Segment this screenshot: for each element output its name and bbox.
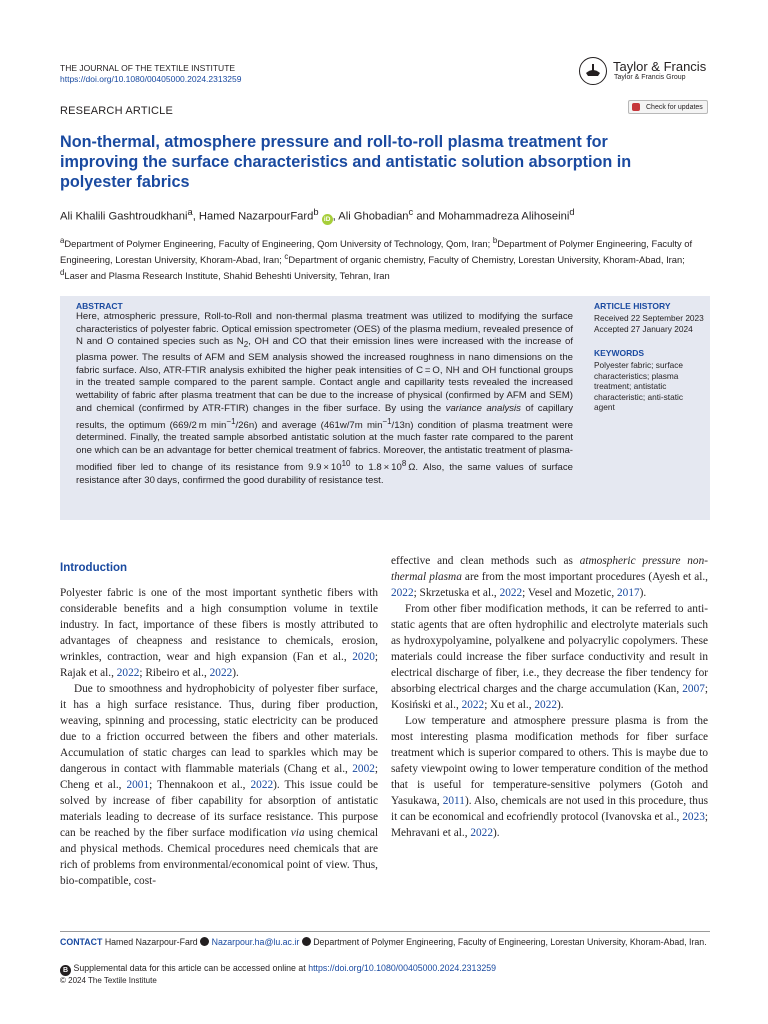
paragraph: effective and clean methods such as atmospheric pressure non-thermal plasma are from the most important procedures (Ayesh et al., 2022; Skrzetuska et al., 2022; Vesel and Mozetic, 2017). [391, 555, 709, 599]
author-name: Mohammadreza Alihoseini [438, 210, 570, 223]
affiliation-text: Department of Polymer Engineering, Faculty of Engineering, Lorestan University, Khoram-Abad, Iran; [60, 238, 693, 266]
citation-link[interactable]: 2017 [617, 587, 640, 599]
supplemental-line [60, 962, 710, 976]
paragraph: Due to smoothness and hydrophobicity of polyester fiber surface, it has a high surface resistance. Thus, during fiber production, weaving, spinning and processing, static electricity can be produced due to a friction occurred between the fibers and other materials. Accumulation of static charges can lead to sparkles which may be dangerous in contact with flammable materials (Chang et al., 2002; Cheng et al., 2001; Thennakoon et al., 2022). This issue could be solved by increase of fiber capability for absorption of antistatic materials leading to decrease of its surface resistance. This purpose can be reached by the fiber surface modification via using chemical and physical methods. Chemical procedures need chemicals that are rich of problems from environmental/economical point of view. Thus, bio-compatible, cost- [60, 683, 379, 887]
affiliation-mark: b [492, 236, 498, 245]
author-list: Ali Khalili Gashtroudkhani$^a$, Hamed NazarpourFard$^b$ iD , Ali Ghobadian$^c$ and Mohammadreza Alihoseini$^d$ [60, 207, 575, 223]
contact-line [60, 936, 710, 948]
supplemental-icon: B [60, 965, 71, 976]
left-column [60, 585, 378, 889]
paragraph: Low temperature and atmosphere pressure plasma is from the most interesting plasma modification methods for fiber surface treatment which is superior compared to others. This is maybe due to safety viewpoint owing to lower temperature condition of the method that is useful for temperature-sensitive polymers (Gotoh and Yasukawa, 2011). Also, chemicals are not used in this procedure, thus it can be economical and ecofriendly protocol (Ivanovska et al., 2023; Mehravani et al., 2022). [391, 715, 708, 839]
citation-link[interactable]: 2022 [534, 699, 557, 711]
publisher-name: Taylor & Francis [613, 59, 707, 74]
citation-link[interactable]: 2002 [352, 763, 375, 775]
check-updates-button[interactable] [628, 100, 708, 114]
footer-divider [60, 931, 710, 932]
affiliations [60, 234, 712, 282]
citation-link[interactable]: 2011 [442, 795, 465, 807]
article-title: Non-thermal, atmosphere pressure and roll-to-roll plasma treatment for improving the surface characteristics and antistatic solution absorption in polyester fabrics [60, 133, 632, 191]
paragraph: From other fiber modification methods, it can be referred to anti-static agents that are often hydrophilic and electrolyte materials such as hydroxypolyamine, polyalkene and polyacrylic copolymers. These materials could increase the fiber surface conductivity and result in electrical discharge of fiber, i.e., they decrease the fiber tendency for absorbing electrical charges and the charge accumulation (Kan, 2007; Kosiński et al., 2022; Xu et al., 2022). [391, 603, 708, 711]
citation-link[interactable]: 2023 [682, 811, 705, 823]
citation-link[interactable]: 2022 [391, 587, 414, 599]
author-affiliation-mark: d [569, 207, 575, 217]
affiliation-text: Laser and Plasma Research Institute, Shahid Beheshti University, Tehran, Iran [64, 270, 390, 282]
author-name: Ali Ghobadian [338, 210, 409, 223]
journal-header [60, 63, 242, 85]
citation-link[interactable]: 2022 [250, 779, 274, 791]
address-icon [302, 937, 311, 946]
affiliation-mark: a [60, 236, 65, 245]
contact-label: CONTACT [60, 937, 103, 947]
introduction-heading: Introduction [60, 562, 128, 574]
author-affiliation-mark: c [408, 207, 414, 217]
abstract-heading: ABSTRACT [76, 301, 123, 311]
citation-link[interactable]: 2022 [209, 667, 233, 679]
copyright: © 2024 The Textile Institute [60, 976, 157, 985]
citation-link[interactable]: 2007 [682, 683, 705, 695]
check-updates-label: Check for updates [646, 104, 703, 111]
author-affiliation-mark: b [313, 207, 319, 217]
affiliation-text: Department of organic chemistry, Faculty of Chemistry, Lorestan University, Khoram-Abad, Iran; [288, 254, 685, 266]
contact-name: Hamed Nazarpour-Fard [104, 937, 198, 947]
abstract-text: Here, atmospheric pressure, Roll-to-Roll and non-thermal plasma treatment was utilized to modifying the surface characteristics of polyester fabric. Optical emission spectrometer (OES) of the plasma medium, revealed presence of N and O contained species such as $N_2$, OH and CO that their emission lines were increased with the increase of plasma power. The results of AFM and SEM analysis showed the increased roughness in nano dimensions on the fabric surface. Also, ATR-FTIR analysis exhibited the higher peak intensities of C = O, NH and OH functional groups in the treated sample compared to the parent sample. Contact angle and capillarity tests revealed the increased wettability of fabric after plasma treatment that can be due to the increase of physical (confirmed by AFM and SEM) and chemical (confirmed by ATR-FTIR) changes in the fiber surface. By using the variance analysis of capillary results, the optimum (669/2 m $\min^{-1}/26n$) and average (461w/7m $\min^{-1}/13n$) condition of plasma treatment were determined. Finally, the treated sample absorbed antistatic solution at the much faster rate compared to the parent one which can be an advantage for better chemical treatment of fabrics. Moreover, the antistatic treatment of plasma-modified fiber led to change of its resistance from $9.9 \times 10^{10}$ to $1.8 \times 10^8$ Ω. Also, the same values of surface resistance after 30 days, confirmed the good durability of resistance test. [76, 311, 574, 486]
keywords-heading: KEYWORDS [594, 348, 645, 358]
keywords-text: Polyester fabric; surface characteristics; plasma treatment; antistatic characteristic; anti-static agent [594, 360, 683, 413]
contact-address: Department of Polymer Engineering, Faculty of Engineering, Lorestan University, Khoram-Abad, Iran. [313, 937, 707, 947]
citation-link[interactable]: 2020 [352, 651, 375, 663]
accepted-date: Accepted 27 January 2024 [594, 324, 693, 334]
doi-link[interactable]: https://doi.org/10.1080/00405000.2024.2313259 [60, 74, 242, 84]
received-date: Received 22 September 2023 [594, 313, 704, 323]
paragraph: Polyester fabric is one of the most important synthetic fibers with considerable benefits and a high consumption volume in textile industry. In fact, importance of these fibers is mostly attributed to advantages of cheapness and resistance to chemicals, erosion, wrinkles, contraction, wear and high expansion (Fan et al., 2020; Rajak et al., 2022; Ribeiro et al., 2022). [60, 587, 378, 679]
citation-link[interactable]: 2022 [499, 587, 523, 599]
citation-link[interactable]: 2001 [126, 779, 150, 791]
email-link[interactable]: Nazarpour.ha@lu.ac.ir [211, 937, 300, 947]
affiliation-mark: c [284, 252, 289, 262]
crossmark-icon [632, 103, 640, 111]
right-column [391, 553, 708, 841]
citation-link[interactable]: 2022 [116, 667, 140, 679]
citation-link[interactable]: 2022 [470, 827, 493, 839]
affiliation-text: Department of Polymer Engineering, Faculty of Engineering, Qom University of Technology, Qom, Iran; [64, 238, 493, 250]
supplemental-text: Supplemental data for this article can be accessed online at [73, 963, 309, 973]
publisher-group: Taylor & Francis Group [614, 74, 686, 81]
author-name: Hamed NazarpourFard [198, 210, 314, 223]
citation-link[interactable]: 2022 [461, 699, 485, 711]
journal-name: THE JOURNAL OF THE TEXTILE INSTITUTE [60, 63, 236, 73]
author-affiliation-mark: a [187, 207, 193, 217]
publisher-logo [579, 57, 713, 87]
publisher-emblem-icon [579, 57, 607, 85]
email-icon [200, 937, 209, 946]
supplemental-link[interactable]: https://doi.org/10.1080/00405000.2024.2313259 [308, 963, 497, 973]
article-type: RESEARCH ARTICLE [60, 105, 174, 117]
affiliation-mark: d [60, 268, 65, 278]
orcid-icon[interactable]: iD [322, 214, 333, 225]
author-name: Ali Khalili Gashtroudkhani [60, 210, 188, 223]
article-history-heading: ARTICLE HISTORY [594, 301, 671, 311]
